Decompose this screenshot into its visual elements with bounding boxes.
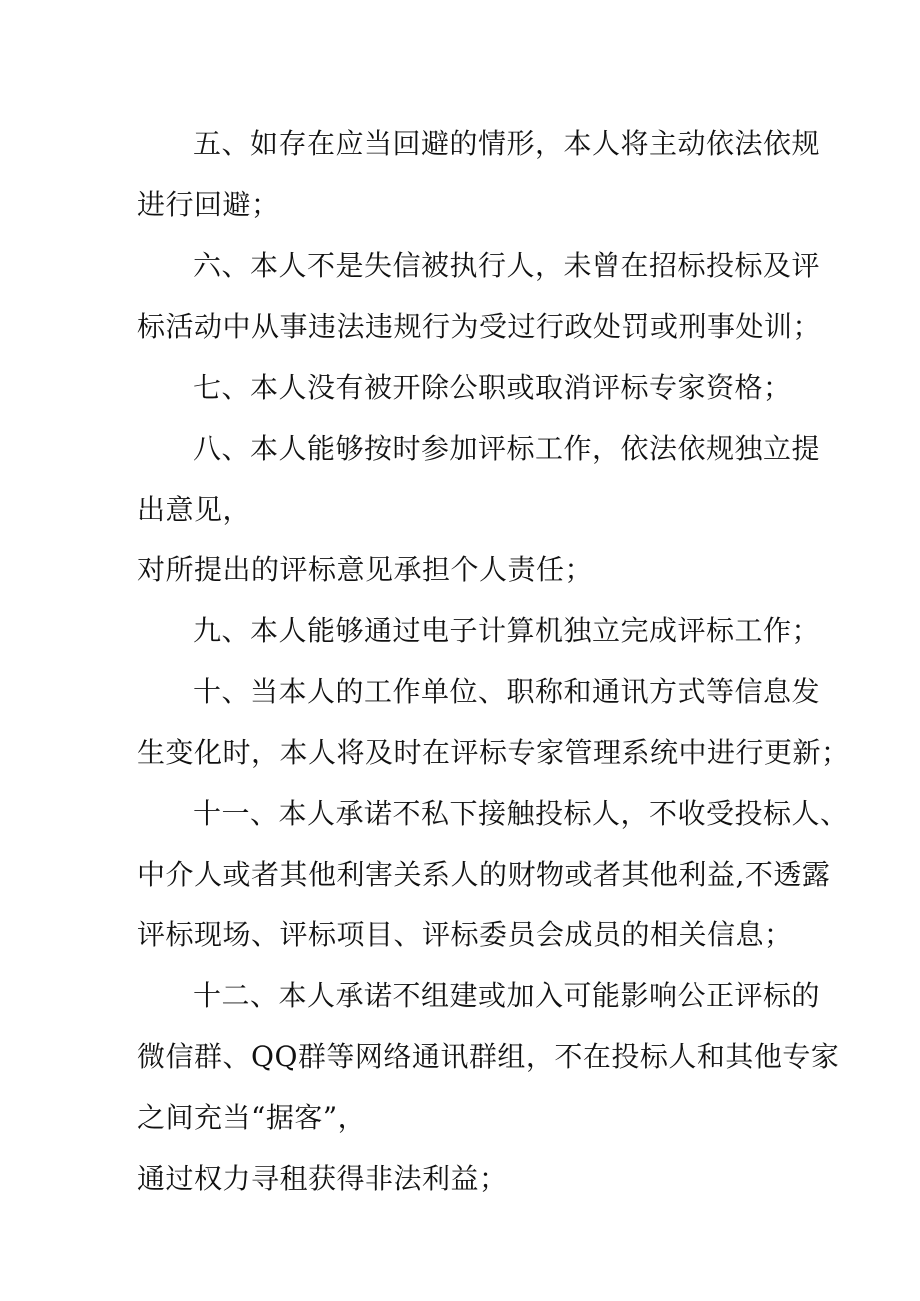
- text-line-clause-6: 六、本人不是失信被执行人，未曾在招标投标及评: [193, 249, 821, 282]
- text-line-clause-9: 九、本人能够通过电子计算机独立完成评标工作；: [193, 614, 821, 647]
- text-line-clause-11-cont-2: 评标现场、评标项目、评标委员会成员的相关信息；: [137, 918, 793, 951]
- text-line-clause-7: 七、本人没有被开除公职或取消评标专家资格；: [193, 371, 792, 404]
- text-line-clause-10-cont: 生变化时，本人将及时在评标专家管理系统中进行更新；: [137, 736, 850, 769]
- text-line-clause-12-cont-2: 之间充当“据客”，: [137, 1101, 367, 1134]
- text-line-clause-5-cont: 进行回避；: [137, 188, 280, 221]
- text-line-clause-8-cont: 出意见，: [137, 493, 252, 526]
- text-line-clause-12-cont: 微信群、QQ群等网络通讯群组，不在投标人和其他专家: [137, 1040, 840, 1073]
- text-line-clause-6-cont: 标活动中从事违法违规行为受过行政处罚或刑事处训；: [137, 310, 822, 343]
- text-line-clause-12: 十二、本人承诺不组建或加入可能影响公正评标的: [193, 979, 821, 1012]
- text-line-clause-11: 十一、本人承诺不私下接触投标人，不收受投标人、: [193, 797, 849, 830]
- text-line-clause-5: 五、如存在应当回避的情形，本人将主动依法依规: [193, 127, 821, 160]
- text-line-clause-12-cont-3: 通过权力寻租获得非法利益；: [137, 1162, 508, 1195]
- text-line-clause-11-cont: 中介人或者其他利害关系人的财物或者其他利益,不透露: [137, 858, 831, 891]
- text-line-clause-8-cont-2: 对所提出的评标意见承担个人责任；: [137, 553, 594, 586]
- text-line-clause-10: 十、当本人的工作单位、职称和通讯方式等信息发: [193, 675, 821, 708]
- text-line-clause-8: 八、本人能够按时参加评标工作，依法依规独立提: [193, 432, 821, 465]
